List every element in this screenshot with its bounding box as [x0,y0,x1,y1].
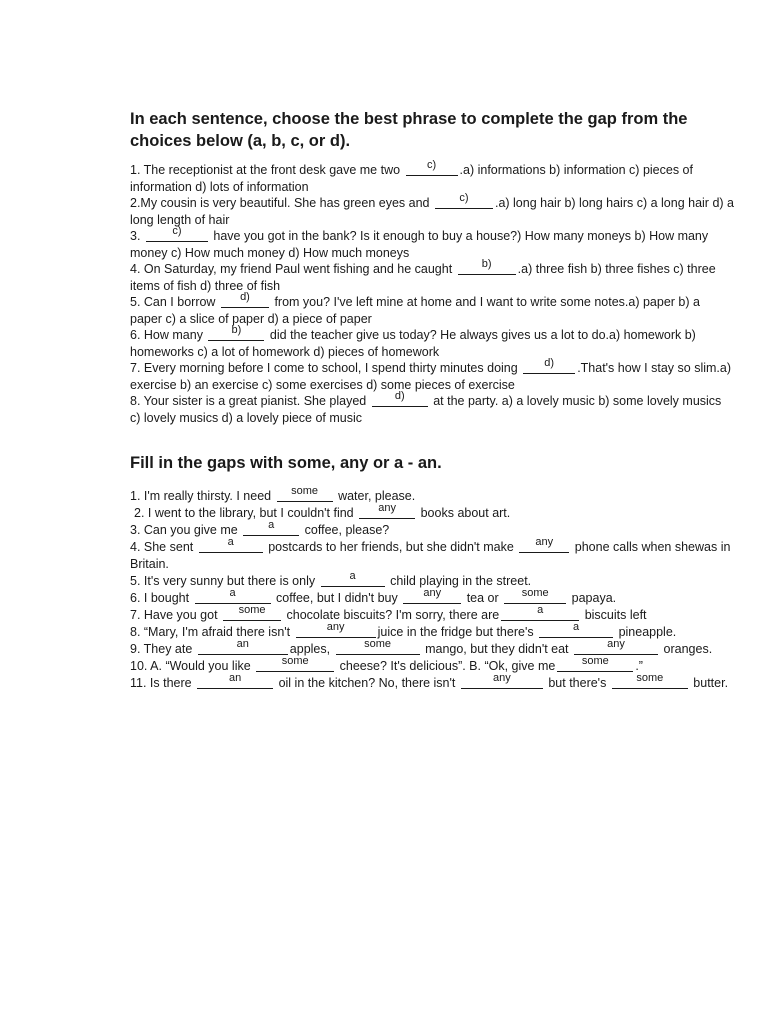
section-2-items [130,485,734,692]
answer-text: a [229,587,236,599]
exercise-8 [130,621,734,641]
question-text: 1. The receptionist at the front desk gave me two [130,163,401,177]
answer-text: some [291,485,319,497]
question-3 [130,225,734,261]
exercise-text: tea or [466,591,499,605]
answer-blank[interactable] [336,638,420,655]
answer-text: any [607,638,625,650]
answer-blank[interactable] [256,655,334,672]
answer-text: any [535,536,554,548]
exercise-text: books about art. [420,506,511,520]
exercise-text: 6. I bought [130,591,190,605]
answer-text: a [349,570,356,582]
answer-blank[interactable] [501,604,579,621]
answer-text: any [492,672,511,684]
exercise-text: cheese? It's delicious”. B. “Ok, give me [339,659,556,673]
answer-blank[interactable] [296,621,376,638]
question-1 [130,159,734,195]
exercise-text: oil in the kitchen? No, there isn't [278,676,456,690]
exercise-text: 10. A. “Would you like [130,659,251,673]
answer-text: an [228,672,242,684]
answer-text: a [268,519,275,531]
answer-blank[interactable] [198,638,288,655]
answer-text: an [236,638,249,650]
exercise-text: coffee, but I didn't buy [276,591,398,605]
question-choices: .That's how I stay so slim.a) exercise b) an exercise c) some exercises d) some pieces of exercise [130,361,732,392]
answer-blank[interactable] [519,536,569,553]
answer-text: some [281,655,309,667]
answer-blank[interactable] [523,357,575,374]
exercise-text: water, please. [338,489,416,503]
exercise-text: 4. She sent [130,540,194,554]
answer-blank[interactable] [277,485,333,502]
answer-blank[interactable] [195,587,271,604]
answer-blank[interactable] [461,672,543,689]
answer-text: c) [172,225,182,237]
exercise-7 [130,604,734,624]
answer-blank[interactable] [223,604,281,621]
question-text: 2.My cousin is very beautiful. She has green eyes and [130,196,430,210]
question-choices: .a) long hair b) long hairs c) a long hair d) a long length of hair [130,196,734,227]
question-choices: .a) three fish b) three fishes c) three items of fish d) three of fish [130,262,716,293]
answer-text: d) [394,390,405,402]
question-text: 8. Your sister is a great pianist. She played [130,394,367,408]
question-choices: .a) informations b) information c) pieces of information d) lots of information [130,163,693,194]
answer-text: some [521,587,549,599]
exercise-text: phone calls when shewas in Britain. [130,540,731,571]
answer-blank[interactable] [197,672,273,689]
exercise-text: child playing in the street. [390,574,532,588]
exercise-11 [130,672,734,692]
question-2 [130,192,734,228]
exercise-6 [130,587,734,607]
section-1-items [130,159,734,426]
exercise-text: 8. “Mary, I'm afraid there isn't [130,625,291,639]
question-text: 4. On Saturday, my friend Paul went fishing and he caught [130,262,453,276]
exercise-text: coffee, please? [304,523,390,537]
question-7 [130,357,734,393]
answer-blank[interactable] [612,672,688,689]
answer-blank[interactable] [359,502,415,519]
question-4 [130,258,734,294]
exercise-text: butter. [693,676,729,690]
exercise-text: 1. I'm really thirsty. I need [130,489,272,503]
exercise-text: 3. Can you give me [130,523,238,537]
exercise-text: postcards to her friends, but she didn't make [268,540,514,554]
exercise-text: 7. Have you got [130,608,218,622]
worksheet-page [130,108,734,692]
answer-blank[interactable] [221,291,269,308]
question-text: 5. Can I borrow [130,295,216,309]
answer-text: any [378,502,396,514]
question-choices: have you got in the bank? Is it enough to buy a house?) How many moneys b) How many money c) How much money d) How much moneys [130,229,709,260]
question-choices: from you? I've left mine at home and I want to write some notes.a) paper b) a paper c) a slice of paper d) a piece of paper [130,295,700,326]
answer-text: a [573,621,580,633]
answer-text: d) [544,357,555,369]
exercise-text: biscuits left [584,608,647,622]
answer-blank[interactable] [208,324,264,341]
answer-text: d) [240,291,250,303]
answer-text: some [364,638,392,650]
answer-blank[interactable] [372,390,428,407]
answer-text: a [537,604,544,616]
exercise-text: pineapple. [618,625,677,639]
exercise-text: 5. It's very sunny but there is only [130,574,316,588]
question-text: 6. How many [130,328,203,342]
answer-blank[interactable] [504,587,566,604]
question-5 [130,291,734,327]
answer-text: b) [481,258,492,270]
answer-text: some [238,604,266,616]
exercise-text: 2. I went to the library, but I couldn't find [134,506,354,520]
exercise-text: but there's [548,676,607,690]
exercise-4 [130,536,734,573]
exercise-1 [130,485,734,505]
exercise-text: mango, but they didn't eat [425,642,569,656]
exercise-text: 11. Is there [130,676,192,690]
section-1-heading: In each sentence, choose the best phrase to complete the gap from the choices below (a, b, c, or d). [130,110,688,150]
exercise-text: juice in the fridge but there's [377,625,534,639]
answer-text: some [581,655,609,667]
exercise-text: papaya. [571,591,617,605]
answer-blank[interactable] [458,258,516,275]
exercise-9 [130,638,734,658]
section-2-heading: Fill in the gaps with some, any or a - an. [130,454,442,472]
answer-text: b) [231,324,242,336]
exercise-2 [130,502,734,522]
question-6 [130,324,734,360]
answer-blank[interactable] [557,655,633,672]
answer-text: any [326,621,345,633]
question-8 [130,390,734,426]
question-choices: did the teacher give us today? He always gives us a lot to do.a) homework b) homeworks c) a lot of homework d) pieces of homework [130,328,696,359]
answer-text: any [423,587,442,599]
answer-blank[interactable] [146,225,208,242]
answer-blank[interactable] [435,192,493,209]
answer-text: a [227,536,234,548]
answer-blank[interactable] [574,638,658,655]
answer-blank[interactable] [243,519,299,536]
question-text: 3. [130,229,141,243]
answer-text: c) [459,192,469,204]
exercise-3 [130,519,734,539]
answer-blank[interactable] [539,621,613,638]
exercise-text: .” [635,659,643,673]
question-choices: at the party. a) a lovely music b) some lovely musics c) lovely musics d) a lovely piece of music [130,394,722,425]
answer-blank[interactable] [321,570,385,587]
exercise-text: chocolate biscuits? I'm sorry, there are [286,608,500,622]
exercise-text: oranges. [663,642,713,656]
answer-blank[interactable] [403,587,461,604]
answer-blank[interactable] [199,536,263,553]
answer-text: some [636,672,664,684]
answer-text: c) [426,159,437,171]
answer-blank[interactable] [406,159,458,176]
exercise-text: 9. They ate [130,642,193,656]
exercise-text: apples, [289,642,331,656]
question-text: 7. Every morning before I come to school, I spend thirty minutes doing [130,361,518,375]
